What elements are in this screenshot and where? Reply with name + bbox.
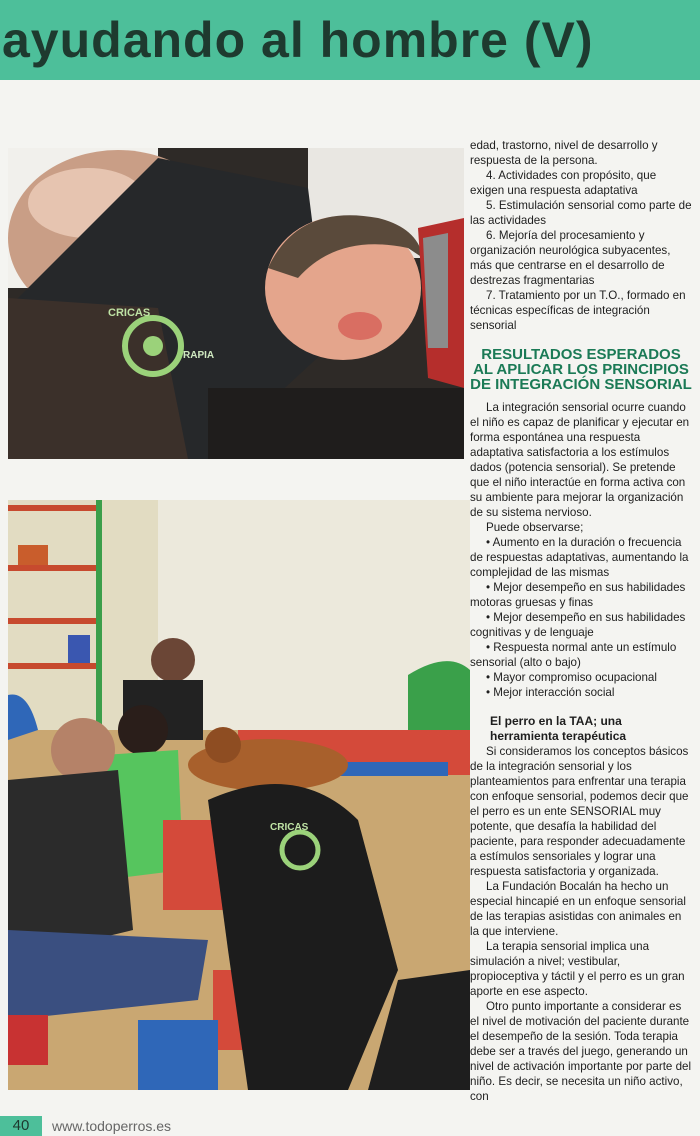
shirt-text-bottom: CRICAS <box>270 822 309 833</box>
shirt-text-2: RAPIA <box>183 350 215 361</box>
list-item: 5. Estimulación sensorial como parte de las actividades <box>470 199 692 227</box>
bullet-item: • Mayor compromiso ocupacional <box>486 671 657 684</box>
bullet-item: • Respuesta normal ante un estímulo sensorial (alto o bajo) <box>470 641 677 669</box>
site-url: www.todoperros.es <box>52 1118 172 1134</box>
paragraph: edad, trastorno, nivel de desarrollo y respuesta de la persona. <box>470 139 658 167</box>
bullet-item: • Mejor interacción social <box>486 686 615 699</box>
paragraph: Puede observarse; <box>486 521 584 534</box>
bullet-item: • Mejor desempeño en sus habilidades cognitivas y de lenguaje <box>470 611 686 639</box>
shirt-text: CRICAS <box>108 307 151 319</box>
list-item: 6. Mejoría del procesamiento y organización neurológica subyacentes, más que centrarse en el desarrollo de destrezas fragmentarias <box>470 229 671 287</box>
subheading: El perro en la TAA; una herramienta terapéutica <box>490 714 627 743</box>
paragraph: La Fundación Bocalán ha hecho un especial hincapié en un enfoque sensorial de las terapias asistidas con animales en la que interviene. <box>470 880 686 938</box>
list-item: 4. Actividades con propósito, que exigen una respuesta adaptativa <box>470 169 657 197</box>
bullet-item: • Aumento en la duración o frecuencia de respuestas adaptativas, aumentando la complejidad de las mismas <box>470 536 689 579</box>
bullet-text: Aumento en la duración o frecuencia de respuestas adaptativas, aumentando la complejidad de las mismas <box>470 536 689 579</box>
paragraph: La integración sensorial ocurre cuando el niño es capaz de planificar y ejecutar en forma espontánea una respuesta adaptativa satisfactoria a los estímulos dados (potencia sensorial). Se pretende que el niño interactúe en forma activa con su ambiente para mejorar la organización de su sistema nervioso. <box>470 401 690 519</box>
section-heading: RESULTADOS ESPERADOS AL APLICAR LOS PRINCIPIOS DE INTEGRACIÓN SENSORIAL <box>470 346 692 393</box>
bullet-text: Mayor compromiso ocupacional <box>493 671 657 684</box>
bullet-text: Respuesta normal ante un estímulo sensorial (alto o bajo) <box>470 641 677 669</box>
article-column <box>470 138 692 1104</box>
bullet-text: Mejor desempeño en sus habilidades motoras gruesas y finas <box>470 581 686 609</box>
bullet-item: • Mejor desempeño en sus habilidades motoras gruesas y finas <box>470 581 686 609</box>
bullet-text: Mejor interacción social <box>493 686 615 699</box>
paragraph: Otro punto importante a considerar es el nivel de motivación del paciente durante el desempeño de la sesión. Toda terapia debe ser a través del juego, generando un nivel de activación importante por parte del niño. Es decir, se necesita un niño activo, con <box>470 1000 692 1103</box>
bullet-text: Mejor desempeño en sus habilidades cognitivas y de lenguaje <box>470 611 686 639</box>
list-item: 7. Tratamiento por un T.O., formado en técnicas específicas de integración sensorial <box>470 289 686 332</box>
paragraph: La terapia sensorial implica una simulación a nivel; vestibular, propioceptiva y táctil y el perro es un gran aporte en ese aspecto. <box>470 940 685 998</box>
page-title: ayudando al hombre (V) <box>2 12 594 68</box>
man-and-boy-photo-art <box>8 148 464 459</box>
photo-top <box>8 148 464 459</box>
page-number: 40 <box>0 1116 42 1136</box>
therapy-room-photo-art <box>8 500 470 1090</box>
paragraph: Si consideramos los conceptos básicos de la integración sensorial y los planteamientos para enfrentar una terapia con enfoque sensorial, podemos decir que el perro es un ente SENSORIAL muy potente, que desafía la habilidad del paciente, para responder adecuadamente a estímulos sensoriales y lograr una respuesta satisfactoria y organizada. <box>470 745 689 878</box>
photo-bottom <box>8 500 470 1090</box>
